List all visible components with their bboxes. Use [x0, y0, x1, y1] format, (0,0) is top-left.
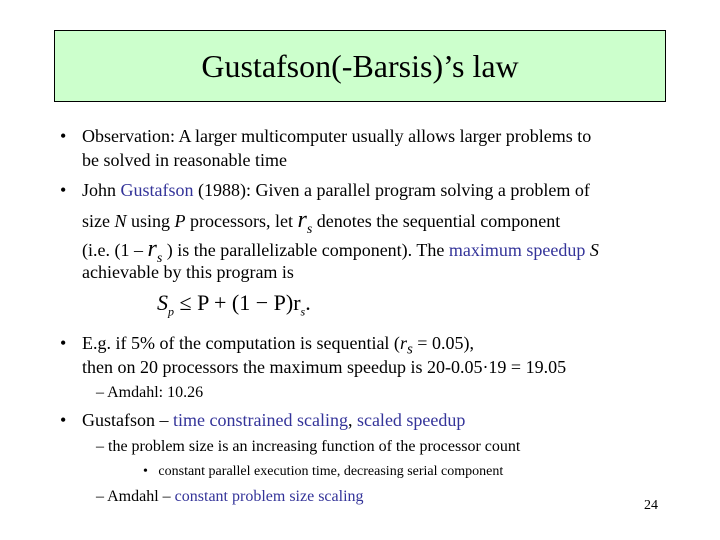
bullet-dot: •: [60, 333, 67, 353]
slide-title: Gustafson(-Barsis)’s law: [201, 47, 519, 84]
rs-symbol: $r_s$: [147, 236, 163, 266]
text-line: John Gustafson (1988): Given a parallel program solving a problem of: [82, 180, 590, 200]
sub-bullet-problem-size: – the problem size is an increasing function of the processor count: [96, 438, 521, 455]
constant-problem-size-term: constant problem size scaling: [174, 488, 364, 505]
sub-bullet-amdahl-scaling: – Amdahl – constant problem size scaling: [96, 488, 364, 505]
speedup-formula: $S_p \le P + (1 - P)r_s$.: [157, 290, 311, 319]
text-line: be solved in reasonable time: [82, 150, 287, 170]
time-constrained-scaling-term: time constrained scaling: [173, 410, 348, 430]
sub-sub-bullet: • constant parallel execution time, decreasing serial component: [143, 464, 504, 479]
bullet-dot: •: [60, 410, 67, 430]
text-line: E.g. if 5% of the computation is sequential $(r_s = 0.05)$,: [82, 333, 474, 358]
text-line: then on 20 processors the maximum speedup is 20-0.05·19 = 19.05: [82, 357, 567, 377]
text-line: Observation: A larger multicomputer usually allows larger problems to: [82, 126, 592, 146]
page-number: 24: [644, 498, 658, 513]
bullet-dot: •: [60, 180, 67, 200]
scaled-speedup-term: scaled speedup: [356, 410, 466, 430]
sub-bullet-amdahl: – Amdahl: 10.26: [96, 384, 204, 401]
maximum-speedup-term: maximum speedup: [448, 240, 586, 260]
text-line: size N using P processors, let $r_s$ denotes the sequential component: [82, 207, 561, 237]
title-box: [54, 30, 666, 102]
gustafson-name: Gustafson: [120, 180, 194, 200]
rs-symbol: $r_s$: [297, 207, 313, 237]
text-line: achievable by this program is: [82, 262, 294, 282]
text-line: (i.e. ($1 - r_s$ ) is the parallelizable component). The maximum speedup S: [82, 236, 599, 266]
text-line: Gustafson – time constrained scaling, scaled speedup: [82, 410, 466, 430]
bullet-dot: •: [60, 126, 67, 146]
